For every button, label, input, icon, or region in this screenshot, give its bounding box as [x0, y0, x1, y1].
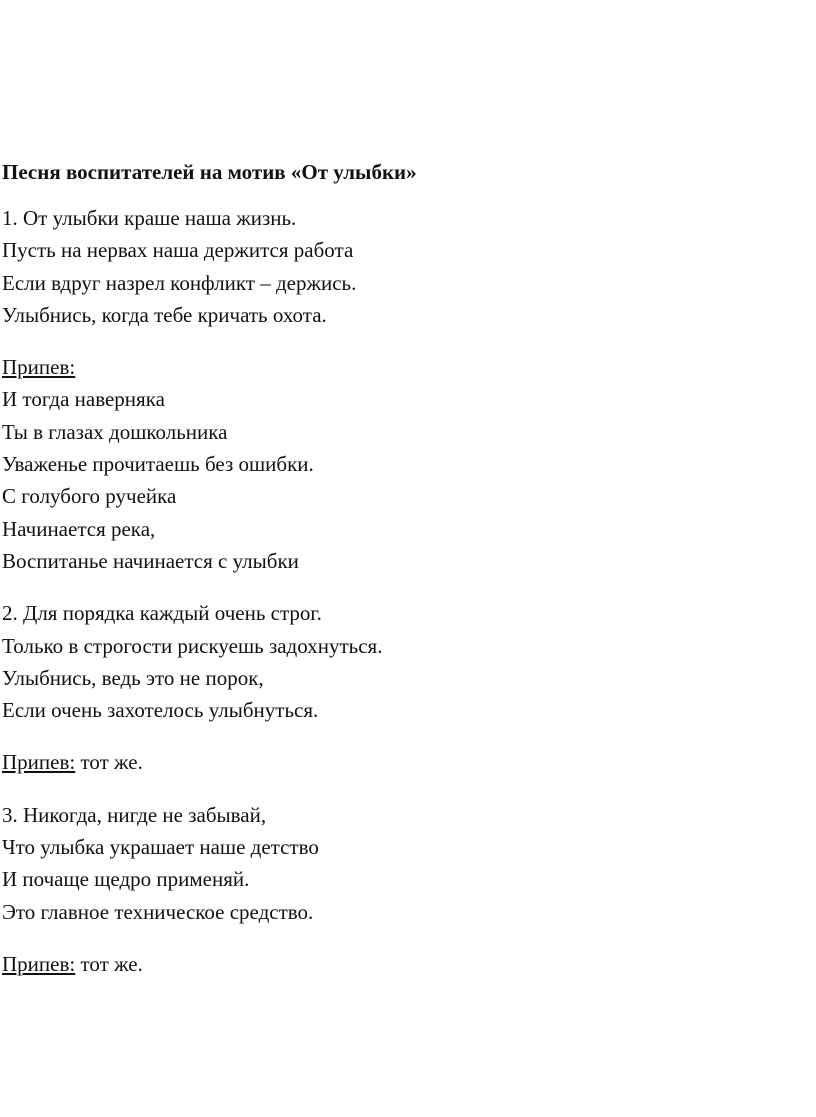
- verse-3-line-3: И почаще щедро применяй.: [2, 867, 250, 892]
- verse-1-line-2: Пусть на нервах наша держится работа: [2, 238, 354, 263]
- chorus-repeat-1-line: [2, 746, 802, 778]
- verse-2-line-3: Улыбнись, ведь это не порок,: [2, 665, 264, 690]
- verse-2: [2, 597, 802, 726]
- verse-1-line-4: Улыбнись, когда тебе кричать охота.: [2, 302, 327, 327]
- verse-3-line-1: 3. Никогда, нигде не забывай,: [2, 802, 267, 827]
- verse-3-line-4: Это главное техническое средство.: [2, 899, 314, 924]
- chorus-repeat-1: [2, 746, 802, 778]
- chorus-repeat-1-label: Припев:: [2, 750, 76, 775]
- chorus-line-4: С голубого ручейка: [2, 484, 177, 509]
- chorus-line-1: И тогда наверняка: [2, 387, 165, 412]
- document-page: [2, 156, 802, 1000]
- verse-2-line-2: Только в строгости рискуешь задохнуться.: [2, 633, 383, 658]
- verse-1-line-3: Если вдруг назрел конфликт – держись.: [2, 270, 357, 295]
- verse-1-line-1: 1. От улыбки краше наша жизнь.: [2, 206, 297, 230]
- song-title: Песня воспитателей на мотив «От улыбки»: [2, 160, 417, 184]
- chorus-repeat-2-label: Припев:: [2, 951, 76, 976]
- verse-3: [2, 799, 802, 928]
- chorus-line-2: Ты в глазах дошкольника: [2, 419, 228, 444]
- verse-3-line-2: Что улыбка украшает наше детство: [2, 835, 319, 860]
- chorus-line-5: Начинается река,: [2, 516, 156, 541]
- chorus: [2, 351, 802, 577]
- chorus-repeat-2-line: [2, 948, 802, 980]
- chorus-repeat-2-text: тот же.: [75, 951, 143, 976]
- chorus-repeat-1-text: тот же.: [75, 750, 143, 775]
- chorus-repeat-2: [2, 948, 802, 980]
- verse-2-line-1: 2. Для порядка каждый очень строг.: [2, 601, 322, 626]
- chorus-line-3: Уваженье прочитаешь без ошибки.: [2, 452, 314, 477]
- verse-1: [2, 202, 802, 331]
- chorus-heading: [2, 351, 802, 383]
- verse-2-line-4: Если очень захотелось улыбнуться.: [2, 698, 319, 723]
- chorus-label: Припев:: [2, 355, 76, 380]
- chorus-line-6: Воспитанье начинается с улыбки: [2, 548, 299, 573]
